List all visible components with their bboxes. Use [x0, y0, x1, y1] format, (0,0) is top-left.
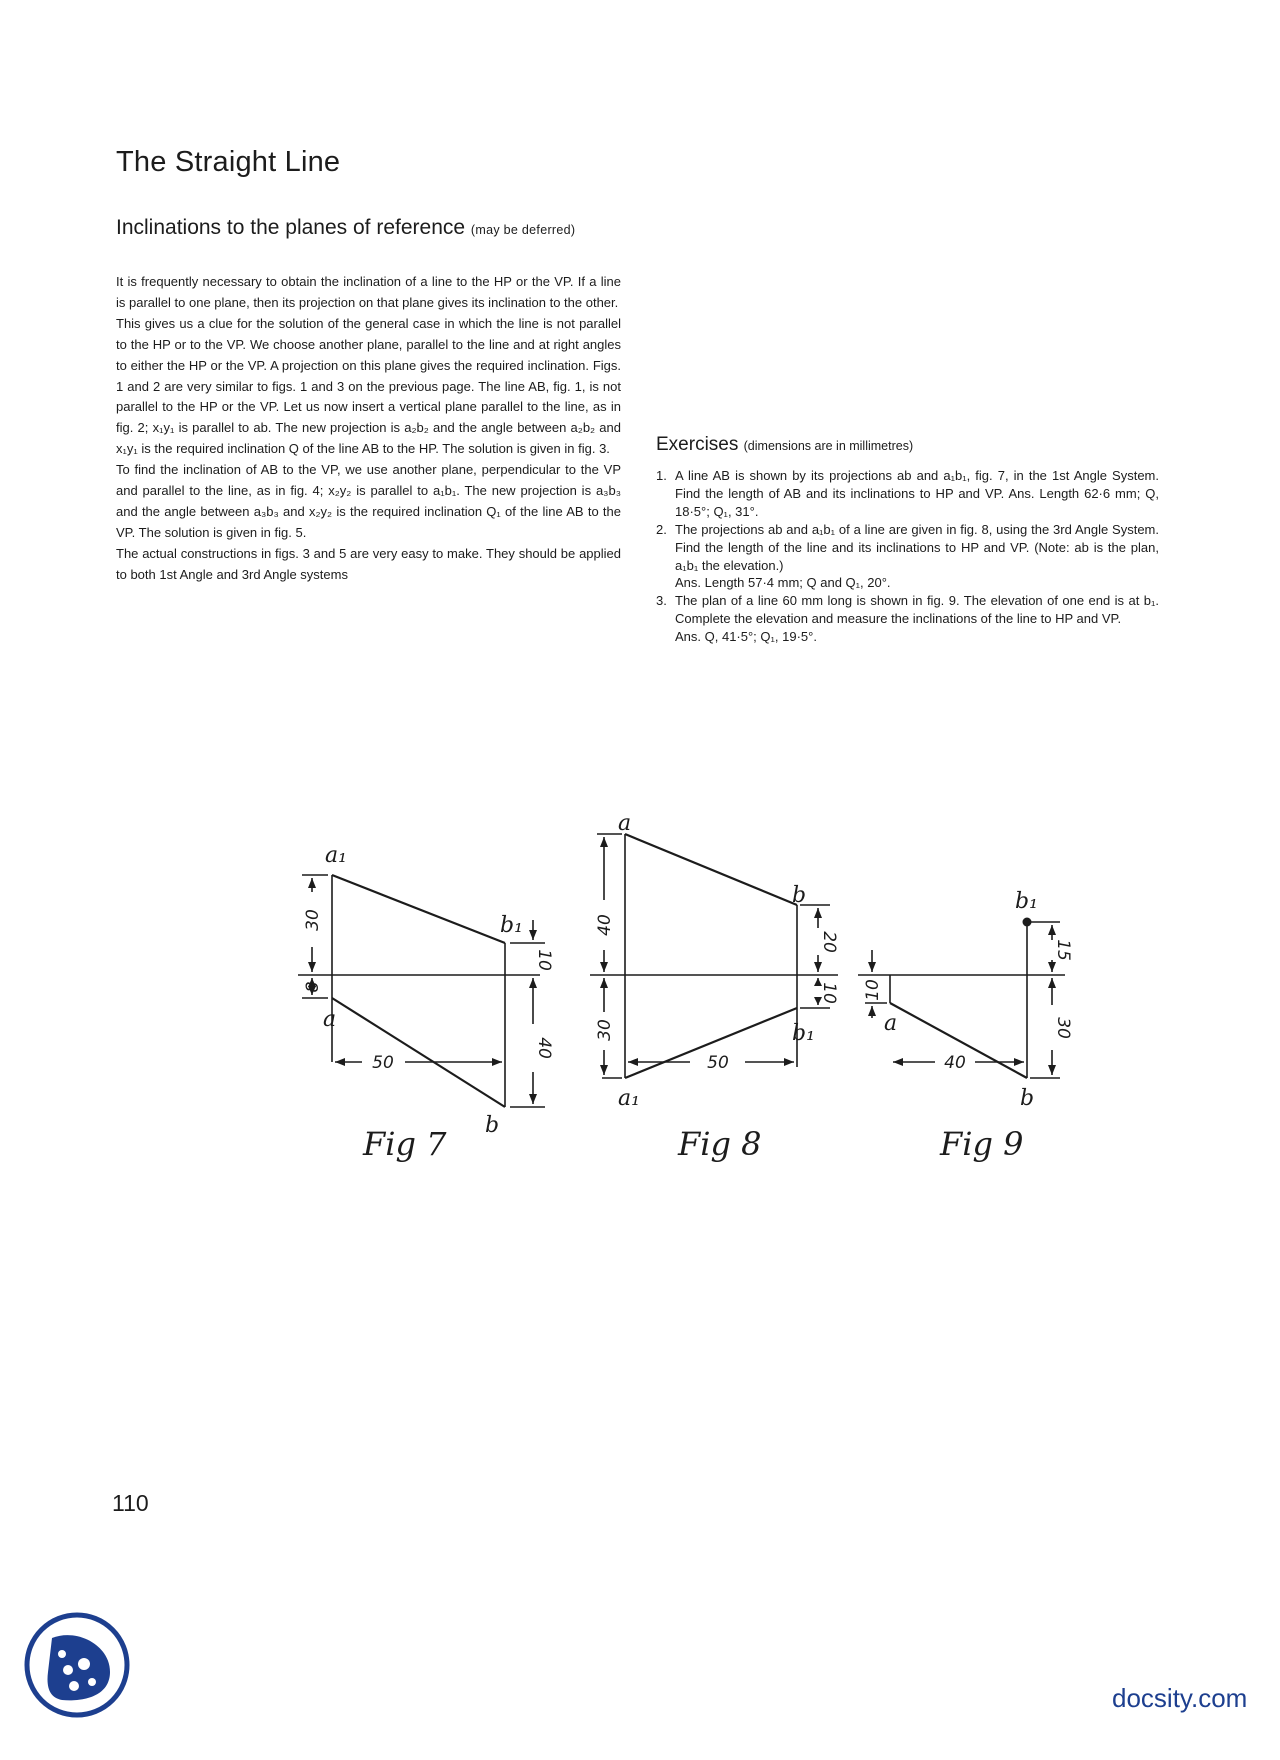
fig7-dim-50: 50: [372, 1053, 394, 1073]
fig7-label-a1: a₁: [325, 843, 347, 868]
fig8-label-b1: b₁: [792, 1021, 815, 1046]
fig8-dim-50: 50: [707, 1053, 729, 1073]
docsity-logo-icon[interactable]: [22, 1610, 132, 1720]
exercise-answer: Ans. Q, 41·5°; Q₁, 19·5°.: [675, 629, 817, 645]
page-title: The Straight Line: [116, 146, 341, 178]
fig7-label-b: b: [485, 1113, 500, 1138]
exercise-text: The projections ab and a₁b₁ of a line are given in fig. 8, using the 3rd Angle System. Find the length of the line and its inclinations to HP and VP. (Note: ab is the plan, a₁b₁ the elevation.): [675, 521, 1159, 573]
fig8-caption: Fig 8: [678, 1125, 762, 1163]
body-paragraph: This gives us a clue for the solution of the general case in which the line is not parallel to the HP or to the VP. We choose another plane, parallel to the line and at right angles to either the HP or the VP. A projection on this plane gives the required inclination. Figs. 1 and 2 are very similar to figs. 1 and 3 on the previous page. The line AB, fig. 1, is not parallel to the HP or the VP. Let us now insert a vertical plane parallel to the line, as in fig. 2; x₁y₁ is parallel to ab. The new projection is a₂b₂ and the angle between a₂b₂ and x₁y₁ is the required inclination Q of the line AB to the HP. The solution is given in fig. 3.: [116, 315, 621, 457]
fig7-caption: Fig 7: [363, 1125, 447, 1163]
elevation-line: [332, 875, 505, 943]
fig9-label-a: a: [884, 1011, 898, 1036]
fig7-dim-30: 30: [303, 909, 323, 931]
plan-line: [625, 834, 797, 905]
fig9-dim-10: 10: [863, 979, 883, 1001]
fig9-dim-15: 15: [1053, 939, 1073, 961]
body-paragraph: To find the inclination of AB to the VP, we use another plane, perpendicular to the VP and parallel to the line, as in fig. 4; x₂y₂ is parallel to a₁b₁. The new projection is a₃b₃ and the angle between a₃b₃ and x₂y₂ is the required inclination Q₁ of the line AB to the VP. The solution is given in fig. 5.: [116, 462, 621, 540]
plan-line: [332, 998, 505, 1107]
page-number: 110: [112, 1490, 149, 1516]
fig7-dim-10: 10: [534, 949, 554, 971]
section-heading-text: Inclinations to the planes of reference: [116, 216, 466, 239]
fig8-dim-10: 10: [819, 982, 839, 1004]
fig8-dim-30: 30: [595, 1019, 615, 1041]
exercise-number: 1.: [656, 468, 667, 483]
fig7-dim-40: 40: [534, 1037, 554, 1059]
fig9-dim-40: 40: [944, 1053, 966, 1073]
brand-link[interactable]: docsity.com: [1112, 1683, 1248, 1713]
section-heading-note: (may be deferred): [470, 223, 576, 237]
fig9-label-b1: b₁: [1015, 889, 1038, 914]
exercise-text: The plan of a line 60 mm long is shown in fig. 9. The elevation of one end is at b₁. Complete the elevation and measure the inclinations of the line to HP and VP.: [675, 593, 1159, 627]
exercises-heading-text: Exercises: [656, 434, 739, 455]
fig8-dim-20: 20: [819, 931, 839, 953]
body-paragraph: It is frequently necessary to obtain the inclination of a line to the HP or the VP. If a line is parallel to one plane, then its projection on that plane gives its inclination to the other.: [116, 274, 621, 310]
exercise-number: 2.: [656, 521, 667, 537]
fig8-label-a1: a₁: [618, 1086, 640, 1111]
fig9-label-b: b: [1020, 1086, 1035, 1111]
fig9-caption: Fig 9: [940, 1125, 1024, 1163]
exercise-number: 3.: [656, 593, 667, 609]
fig8-dim-40: 40: [595, 914, 615, 936]
exercise-answer: Ans. Length 57·4 mm; Q and Q₁, 20°.: [675, 575, 891, 591]
fig7-label-a: a: [323, 1007, 337, 1032]
fig8-label-a: a: [618, 811, 632, 836]
fig8-label-b: b: [792, 883, 807, 908]
fig-7-drawing: [298, 875, 545, 1107]
fig9-dim-30: 30: [1053, 1017, 1073, 1039]
body-paragraph: The actual constructions in figs. 3 and 5 are very easy to make. They should be applied to both 1st Angle and 3rd Angle systems: [116, 545, 621, 582]
point-b1-marker: [1023, 918, 1032, 927]
exercise-text: A line AB is shown by its projections ab and a₁b₁, fig. 7, in the 1st Angle System. Find the length of AB and its inclinations to HP and VP. Ans. Length 62·6 mm; Q, 18·5°; Q₁, 31°.: [675, 468, 1159, 519]
fig7-label-b1: b₁: [500, 913, 523, 938]
exercises-heading-note: (dimensions are in millimetres): [743, 439, 914, 453]
fig7-dim-8: 8: [303, 981, 323, 993]
